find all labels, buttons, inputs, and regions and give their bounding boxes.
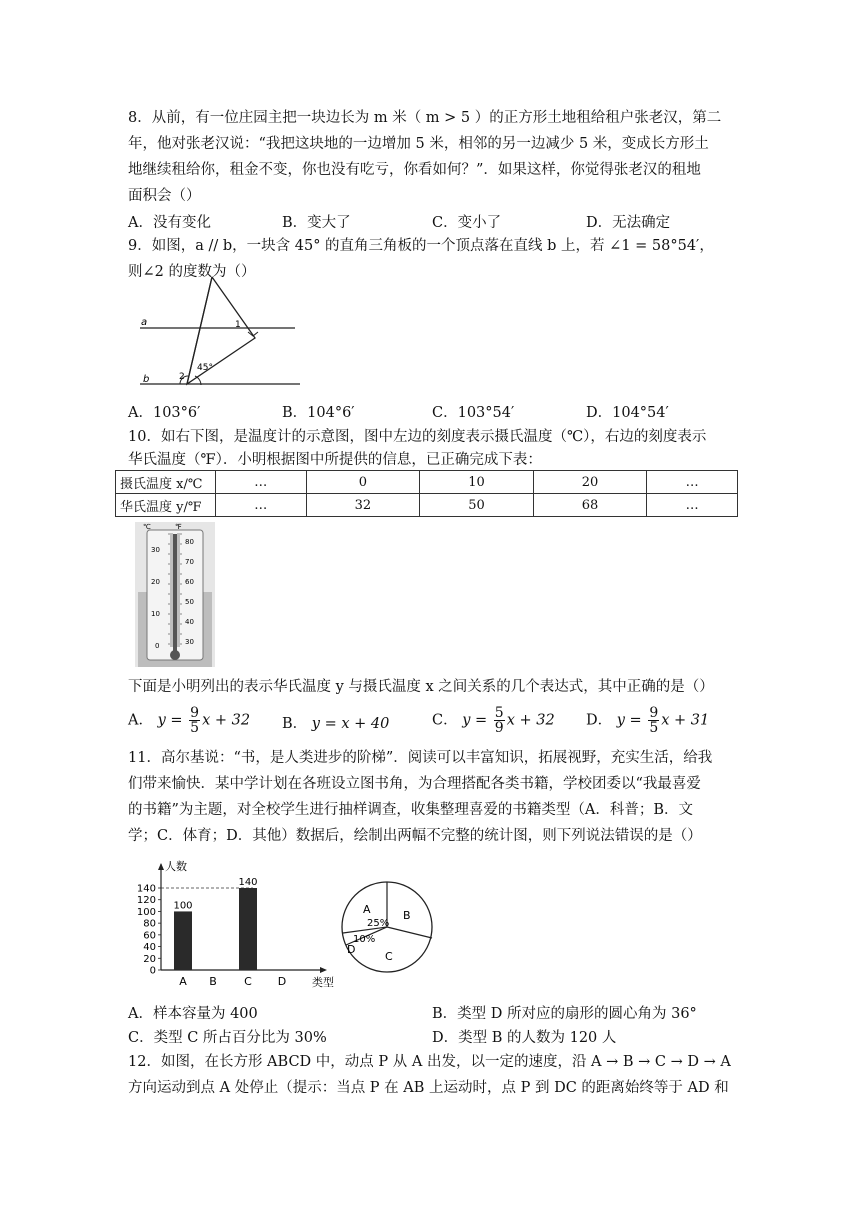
bar-chart [135, 848, 345, 993]
pie-label-a: A [363, 903, 371, 916]
q8-option-a: A．没有变化 [128, 215, 211, 231]
c-tick-30: 30 [151, 546, 160, 554]
angle-45-label: 45° [197, 363, 213, 373]
y-axis-arrow [158, 863, 164, 870]
line-b-label: b [143, 374, 150, 385]
y-tick-label: 100 [136, 906, 156, 918]
f-tick-80: 80 [185, 538, 194, 546]
q9-line-2: 则∠2 的度数为（） [128, 264, 256, 280]
f-tick-30: 30 [185, 638, 194, 646]
table-cell: 20 [533, 471, 647, 494]
pie-label-b: B [403, 909, 411, 922]
x-axis-arrow [320, 967, 327, 973]
q8-option-c: C．变小了 [432, 215, 502, 231]
q9-option-a: A．103°6′ [128, 405, 201, 421]
q11-option-c: C．类型 C 所占百分比为 30% [128, 1030, 327, 1046]
angle-2-label: 2 [179, 372, 185, 382]
line-a-label: a [141, 317, 148, 328]
angle-1-label: 1 [235, 320, 241, 330]
y-tick-label: 80 [143, 918, 156, 930]
q10-option-a: A． y = $\frac{9}{5}$ x + 32 [128, 705, 251, 736]
c-tick-20: 20 [151, 578, 160, 586]
table-cell: 68 [533, 494, 647, 517]
x-tick-label: C [244, 975, 252, 988]
q11-option-b: B．类型 D 所对应的扇形的圆心角为 36° [432, 1006, 697, 1022]
y-axis-label: 人数 [165, 860, 187, 873]
q11-line-2: 们带来愉快．某中学计划在各班设立图书角，为合理搭配各类书籍，学校团委以“我最喜爱 [128, 776, 701, 792]
q8-line-4: 面积会（） [128, 188, 201, 204]
y-tick-label: 20 [143, 953, 156, 965]
f-tick-60: 60 [185, 578, 194, 586]
celsius-unit: ℃ [143, 523, 151, 531]
x-tick-label: D [277, 975, 287, 988]
q10-line-2: 华氏温度（℉）．小明根据图中所提供的信息，已正确完成下表： [128, 452, 542, 468]
temperature-table [115, 470, 738, 517]
f-tick-40: 40 [185, 618, 194, 626]
pie-pct-a: 25% [367, 918, 390, 929]
q10-line-3: 下面是小明列出的表示华氏温度 y 与摄氏温度 x 之间关系的几个表达式，其中正确的是（） [128, 679, 714, 695]
table-cell: … [216, 471, 307, 494]
x-axis-label: 类型 [312, 976, 334, 989]
q12-line-1: 12．如图，在长方形 ABCD 中，动点 P 从 A 出发，以一定的速度，沿 A → B → C → D → A [128, 1054, 731, 1070]
table-cell: 10 [420, 471, 534, 494]
bar-a [174, 911, 192, 970]
q11-line-4: 学；C．体育；D．其他）数据后，绘制出两幅不完整的统计图，则下列说法错误的是（） [128, 828, 702, 844]
table-cell: … [647, 471, 738, 494]
y-tick-label: 40 [143, 942, 156, 954]
data-label: 100 [173, 900, 193, 912]
q11-option-a: A．样本容量为 400 [128, 1006, 258, 1022]
q10-line-1: 10．如右下图，是温度计的示意图，图中左边的刻度表示摄氏温度（℃），右边的刻度表示 [128, 429, 707, 445]
table-cell: 摄氏温度 x/℃ [116, 471, 216, 494]
table-row [116, 471, 738, 494]
q10-option-d: D． y = $\frac{9}{5}$ x + 31 [586, 705, 710, 736]
pie-chart [335, 875, 440, 980]
q9-option-c: C．103°54′ [432, 405, 515, 421]
q11-line-3: 的书籍”为主题，对全校学生进行抽样调查，收集整理喜爱的书籍类型（A．科普；B．文 [128, 802, 694, 818]
y-tick-label: 0 [149, 965, 156, 977]
q9-figure [135, 272, 310, 392]
q10-option-b: B． y = x + 40 [282, 716, 390, 732]
q10-option-c: C． y = $\frac{5}{9}$ x + 32 [432, 705, 555, 736]
x-tick-label: A [179, 975, 187, 988]
q8-option-d: D．无法确定 [586, 215, 671, 231]
f-tick-70: 70 [185, 558, 194, 566]
table-cell: 华氏温度 y/℉ [116, 494, 216, 517]
table-cell: 32 [306, 494, 420, 517]
q8-line-3: 地继续租给你，租金不变，你也没有吃亏，你看如何？”．如果这样，你觉得张老汉的租地 [128, 162, 701, 178]
table-cell: … [216, 494, 307, 517]
x-tick-label: B [209, 975, 217, 988]
q8-line-2: 年，他对张老汉说：“我把这块地的一边增加 5 米，相邻的另一边减少 5 米，变成长方形土 [128, 136, 709, 152]
c-tick-0: 0 [155, 642, 160, 650]
q11-line-1: 11．高尔基说：“书，是人类进步的阶梯”．阅读可以丰富知识，拓展视野，充实生活，给我 [128, 750, 713, 766]
table-cell: 50 [420, 494, 534, 517]
q9-option-b: B．104°6′ [282, 405, 355, 421]
pie-slice-edge-b-c [387, 927, 432, 938]
table-row [116, 494, 738, 517]
q8-line-1: 8．从前，有一位庄园主把一块边长为 m 米（ m > 5 ）的正方形土地租给租户张老汉，第二 [128, 110, 722, 126]
q8-option-b: B．变大了 [282, 215, 351, 231]
y-tick-label: 60 [143, 930, 156, 942]
bar-c [239, 888, 257, 970]
fahrenheit-unit: ℉ [175, 523, 182, 531]
table-cell: … [647, 494, 738, 517]
data-label: 140 [238, 877, 258, 888]
y-tick-label: 120 [136, 895, 156, 907]
q9-line-1: 9．如图，a // b，一块含 45° 的直角三角板的一个顶点落在直线 b 上，若 ∠1 = 58°54′， [128, 238, 714, 254]
y-tick-label: 140 [136, 883, 156, 895]
thermometer-figure [135, 522, 215, 667]
pie-pct-d: 10% [353, 934, 376, 945]
pie-label-c: C [385, 950, 393, 963]
q12-line-2: 方向运动到点 A 处停止（提示：当点 P 在 AB 上运动时，点 P 到 DC 的距离始终等于 AD 和 [128, 1080, 729, 1096]
table-cell: 0 [306, 471, 420, 494]
pie-label-d: D [347, 943, 356, 956]
c-tick-10: 10 [151, 610, 160, 618]
f-tick-50: 50 [185, 598, 194, 606]
q9-option-d: D．104°54′ [586, 405, 669, 421]
q11-option-d: D．类型 B 的人数为 120 人 [432, 1030, 617, 1046]
